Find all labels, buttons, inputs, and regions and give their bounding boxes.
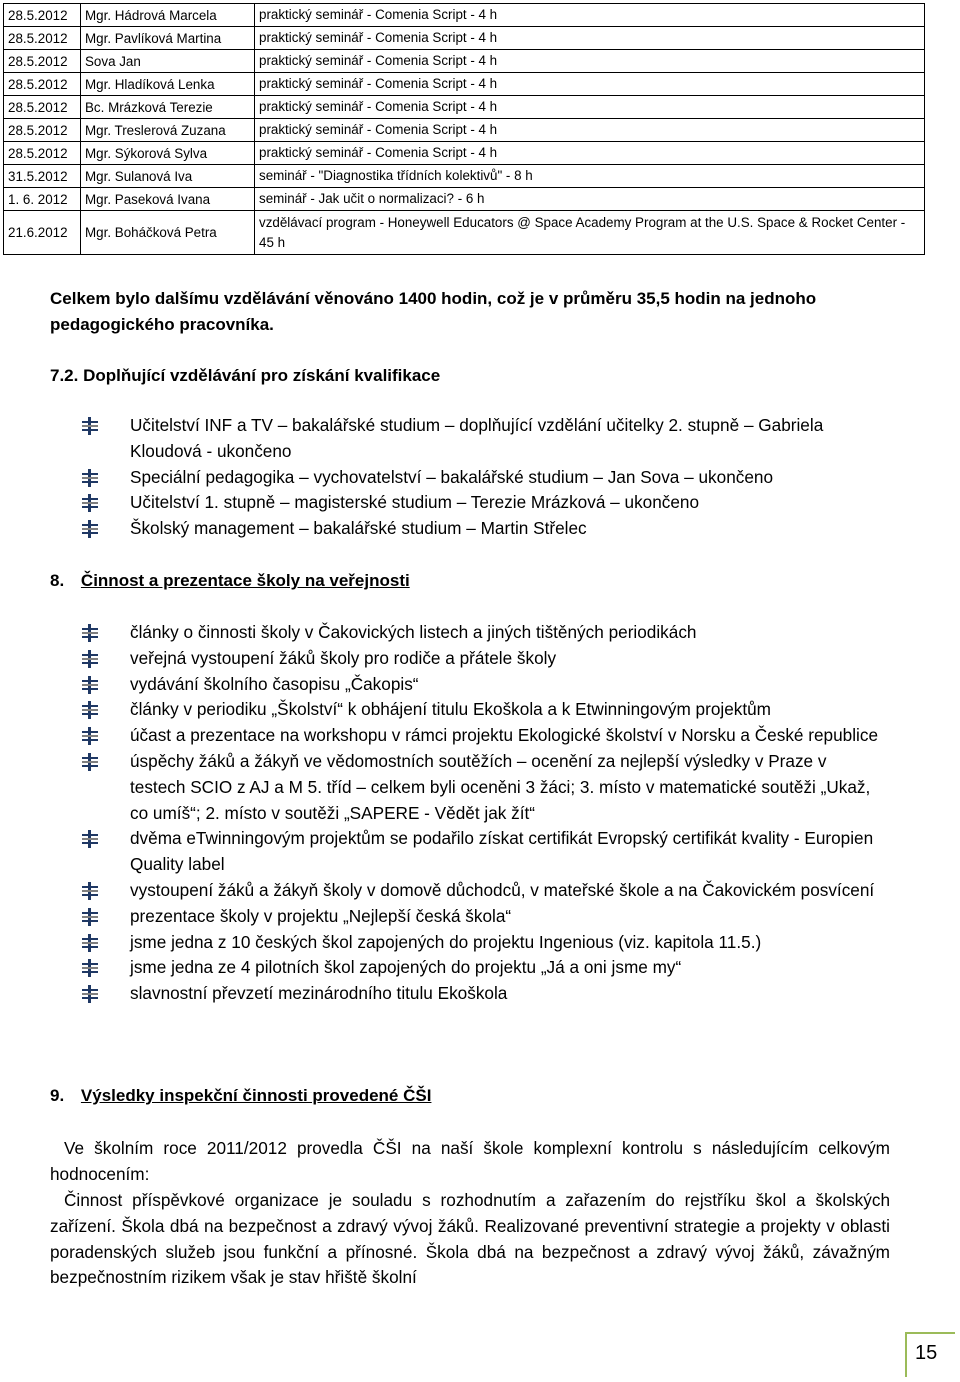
list-item xyxy=(80,672,880,698)
list-item-text: dvěma eTwinningovým projektům se podařilo získat certifikát Evropský certifikát kvality - Europien Quality label xyxy=(130,828,874,875)
bullet-icon xyxy=(80,727,100,745)
list-item xyxy=(80,490,880,516)
section-9-title: Výsledky inspekční činnosti provedené ČŠI xyxy=(80,1086,432,1105)
cell-name: Mgr. Pavlíková Martina xyxy=(81,27,255,50)
list-item xyxy=(80,697,880,723)
inspection-paragraph-1: Ve školním roce 2011/2012 provedla ČŠI na naší škole komplexní kontrolu s následujícím celkovým hodnocením: xyxy=(50,1138,890,1184)
inspection-paragraph-2: Činnost příspěvkové organizace je souladu s rozhodnutím a zařazením do rejstříku škol a školských zařízení. Škola dbá na bezpečnost a zdravý vývoj žáků. Realizované preventivní strategie a projekty v oblasti poradenských služeb jsou funkční a přínosné. Škola dbá na bezpečnost a zdravý vývoj žáků, závažným bezpečnostním rizikem však je stav hřiště školní xyxy=(50,1190,890,1288)
list-item xyxy=(80,723,880,749)
cell-date: 28.5.2012 xyxy=(4,50,81,73)
list-item xyxy=(80,516,880,542)
list-item xyxy=(80,749,880,826)
list-item-text: Učitelství 1. stupně – magisterské studium – Terezie Mrázková – ukončeno xyxy=(130,492,700,513)
cell-topic: praktický seminář - Comenia Script - 4 h xyxy=(255,50,925,73)
bullet-icon xyxy=(80,650,100,668)
cell-date: 28.5.2012 xyxy=(4,73,81,96)
list-item xyxy=(80,620,880,646)
page-number: 15 xyxy=(915,1342,938,1364)
list-item-text: jsme jedna z 10 českých škol zapojených do projektu Ingenious (viz. kapitola 11.5.) xyxy=(130,931,762,952)
list-item xyxy=(80,981,880,1007)
bullet-icon xyxy=(80,701,100,719)
table-row xyxy=(4,142,925,165)
bullet-icon xyxy=(80,830,100,848)
list-item-text: články v periodiku „Školství“ k obhájení titulu Ekoškola a k Etwinningovým projektům xyxy=(130,699,771,720)
cell-topic: vzdělávací program - Honeywell Educators @ Space Academy Program at the U.S. Space & Rocket Center - 45 h xyxy=(255,211,925,255)
cell-name: Mgr. Hladíková Lenka xyxy=(81,73,255,96)
bullet-icon xyxy=(80,520,100,538)
public-presentation-list xyxy=(80,620,880,1007)
cell-topic: seminář - Jak učit o normalizaci? - 6 h xyxy=(255,188,925,211)
page-box-vertical-rule xyxy=(905,1332,907,1377)
section-9-heading xyxy=(50,1084,890,1108)
cell-date: 1. 6. 2012 xyxy=(4,188,81,211)
list-item-text: úspěchy žáků a žákyň ve vědomostních soutěžích – ocenění za nejlepší výsledky v Praze v testech SCIO z AJ a M 5. tříd – celkem byli oceněni 3 žáci; 3. místo v matematické soutěži „Ukaž, co umíš“; 2. místo v soutěži „SAPERE - Vědět jak žít“ xyxy=(130,750,871,823)
list-item-text: vydávání školního časopisu „Čakopis“ xyxy=(130,673,419,694)
qualification-list xyxy=(80,413,880,542)
cell-topic: praktický seminář - Comenia Script - 4 h xyxy=(255,142,925,165)
list-item-text: veřejná vystoupení žáků školy pro rodiče a přátele školy xyxy=(130,647,557,668)
bullet-icon xyxy=(80,494,100,512)
section-7-2-heading: 7.2. Doplňující vzdělávání pro získání kvalifikace xyxy=(50,366,441,385)
list-item-text: Učitelství INF a TV – bakalářské studium – doplňující vzdělání učitelky 2. stupně – Gabriela Kloudová - ukončeno xyxy=(130,415,824,461)
table-row xyxy=(4,73,925,96)
table-row xyxy=(4,211,925,255)
list-item xyxy=(80,646,880,672)
cell-date: 31.5.2012 xyxy=(4,165,81,188)
bullet-icon xyxy=(80,882,100,900)
bullet-icon xyxy=(80,676,100,694)
cell-topic: praktický seminář - Comenia Script - 4 h xyxy=(255,96,925,119)
cell-name: Bc. Mrázková Terezie xyxy=(81,96,255,119)
cell-name: Mgr. Sýkorová Sylva xyxy=(81,142,255,165)
cell-topic: praktický seminář - Comenia Script - 4 h xyxy=(255,27,925,50)
cell-date: 28.5.2012 xyxy=(4,142,81,165)
summary-text: Celkem bylo dalšímu vzdělávání věnováno 1400 hodin, což je v průměru 35,5 hodin na jednoho pedagogického pracovníka. xyxy=(50,289,817,334)
cell-date: 28.5.2012 xyxy=(4,119,81,142)
bullet-icon xyxy=(80,959,100,977)
cell-date: 28.5.2012 xyxy=(4,27,81,50)
bullet-icon xyxy=(80,985,100,1003)
section-8-heading xyxy=(50,569,890,593)
section-8-number: 8. xyxy=(50,571,65,590)
bullet-icon xyxy=(80,908,100,926)
cell-date: 21.6.2012 xyxy=(4,211,81,255)
cell-name: Mgr. Treslerová Zuzana xyxy=(81,119,255,142)
table-row xyxy=(4,165,925,188)
table-row xyxy=(4,119,925,142)
list-item xyxy=(80,904,880,930)
list-item-text: Školský management – bakalářské studium – Martin Střelec xyxy=(130,518,587,539)
bullet-icon xyxy=(80,469,100,487)
table-row xyxy=(4,27,925,50)
cell-name: Sova Jan xyxy=(81,50,255,73)
table-row xyxy=(4,50,925,73)
cell-name: Mgr. Paseková Ivana xyxy=(81,188,255,211)
list-item-text: jsme jedna ze 4 pilotních škol zapojených do projektu „Já a oni jsme my“ xyxy=(130,957,682,978)
bullet-icon xyxy=(80,417,100,435)
cell-name: Mgr. Boháčková Petra xyxy=(81,211,255,255)
list-item xyxy=(80,878,880,904)
cell-name: Mgr. Hádrová Marcela xyxy=(81,4,255,27)
table-row xyxy=(4,4,925,27)
cell-topic: praktický seminář - Comenia Script - 4 h xyxy=(255,73,925,96)
list-item-text: účast a prezentace na workshopu v rámci projektu Ekologické školství v Norsku a České republice xyxy=(130,725,879,746)
section-9-number: 9. xyxy=(50,1086,65,1105)
cell-date: 28.5.2012 xyxy=(4,96,81,119)
cell-name: Mgr. Sulanová Iva xyxy=(81,165,255,188)
list-item xyxy=(80,955,880,981)
list-item-text: slavnostní převzetí mezinárodního titulu Ekoškola xyxy=(130,983,508,1004)
section-8-title: Činnost a prezentace školy na veřejnosti xyxy=(80,571,410,590)
page-box-horizontal-rule xyxy=(905,1332,955,1334)
bullet-icon xyxy=(80,624,100,642)
list-item xyxy=(80,930,880,956)
list-item xyxy=(80,826,880,878)
table-row xyxy=(4,96,925,119)
bullet-icon xyxy=(80,753,100,771)
list-item-text: Speciální pedagogika – vychovatelství – bakalářské studium – Jan Sova – ukončeno xyxy=(130,466,774,487)
cell-topic: praktický seminář - Comenia Script - 4 h xyxy=(255,119,925,142)
list-item xyxy=(80,413,880,465)
bullet-icon xyxy=(80,934,100,952)
cell-topic: seminář - "Diagnostika třídních kolektivů" - 8 h xyxy=(255,165,925,188)
list-item-text: prezentace školy v projektu „Nejlepší česká škola“ xyxy=(130,905,512,926)
table-row xyxy=(4,188,925,211)
list-item-text: vystoupení žáků a žákyň školy v domově důchodců, v mateřské škole a na Čakovickém posvícení xyxy=(130,879,875,900)
training-table xyxy=(3,3,925,255)
page-number-box xyxy=(905,1332,955,1377)
training-table-body xyxy=(4,4,925,255)
list-item xyxy=(80,465,880,491)
list-item-text: články o činnosti školy v Čakovických listech a jiných tištěných periodikách xyxy=(130,622,697,642)
cell-topic: praktický seminář - Comenia Script - 4 h xyxy=(255,4,925,27)
cell-date: 28.5.2012 xyxy=(4,4,81,27)
